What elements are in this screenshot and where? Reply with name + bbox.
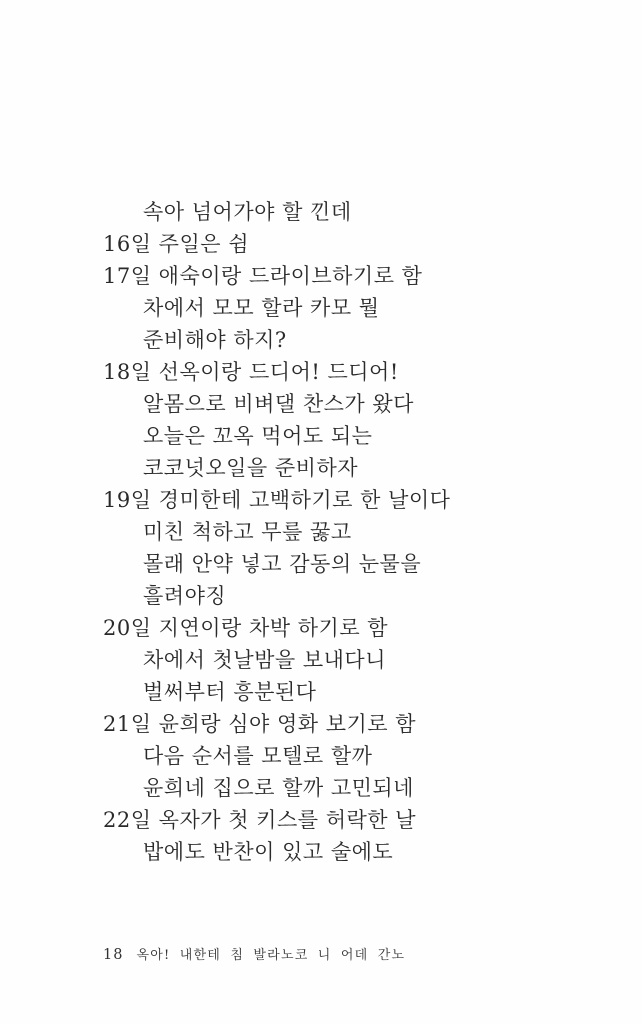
poem-line: 19일 경미한테 고백하기로 한 날이다 bbox=[103, 488, 451, 512]
page-number: 18 bbox=[103, 947, 124, 963]
poem-line: 오늘은 꼬옥 먹어도 되는 bbox=[143, 424, 373, 448]
running-title: 옥아! 내한테 침 발라노코 니 어데 간노 bbox=[136, 948, 406, 963]
poem-line: 흘려야징 bbox=[143, 584, 227, 608]
page-footer bbox=[103, 944, 405, 963]
poem-line: 차에서 모모 할라 카모 뭘 bbox=[143, 296, 380, 320]
poem-line: 17일 애숙이랑 드라이브하기로 함 bbox=[103, 264, 423, 288]
poem-line: 몰래 안약 넣고 감동의 눈물을 bbox=[143, 552, 422, 576]
poem-line: 18일 선옥이랑 드디어! 드디어! bbox=[103, 360, 399, 384]
poem-line: 준비해야 하지? bbox=[143, 328, 287, 352]
poem-line: 벌써부터 흥분된다 bbox=[143, 680, 317, 704]
poem-line: 알몸으로 비벼댈 찬스가 왔다 bbox=[143, 392, 414, 416]
poem-line: 차에서 첫날밤을 보내다니 bbox=[143, 648, 386, 672]
poem-line: 20일 지연이랑 차박 하기로 함 bbox=[103, 616, 389, 640]
poem-body bbox=[103, 196, 603, 868]
poem-line: 21일 윤희랑 심야 영화 보기로 함 bbox=[103, 712, 417, 736]
poem-line: 속아 넘어가야 할 낀데 bbox=[143, 200, 352, 224]
poem-line: 윤희네 집으로 할까 고민되네 bbox=[143, 776, 414, 800]
poem-line: 미친 척하고 무릎 꿇고 bbox=[143, 520, 352, 544]
poem-line: 코코넛오일을 준비하자 bbox=[143, 456, 359, 480]
poem-line: 16일 주일은 쉼 bbox=[103, 232, 250, 256]
poem-line: 밥에도 반찬이 있고 술에도 bbox=[143, 840, 394, 864]
poem-line: 22일 옥자가 첫 키스를 허락한 날 bbox=[103, 808, 417, 832]
poem-line: 다음 순서를 모텔로 할까 bbox=[143, 744, 373, 768]
